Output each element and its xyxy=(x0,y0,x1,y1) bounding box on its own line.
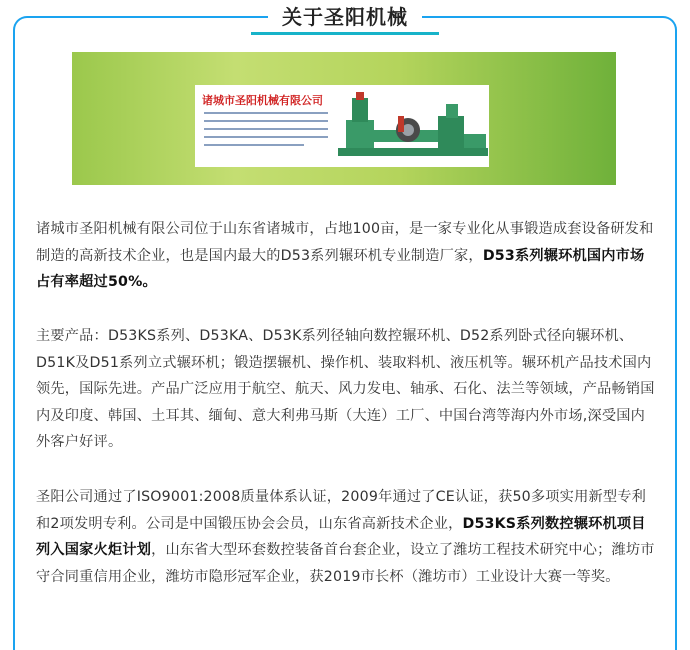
intro-paragraph xyxy=(36,216,656,296)
products-paragraph: 主要产品：D53KS系列、D53KA、D53K系列径轴向数控辗环机、D52系列卧式径向辗环机、D51K及D51系列立式辗环机；锻造摆辗机、操作机、装取料机、液压机等。辗环机产品技术国内领先，国际先进。产品广泛应用于航空、航天、风力发电、轴承、石化、法兰等领域，产品畅销国内及印度、韩国、土耳其、缅甸、意大利弗马斯（大连）工厂、中国台湾等海内外市场,深受国内外客户好评。 xyxy=(36,328,655,450)
title-underline xyxy=(251,32,439,35)
ring-rolling-machine-image xyxy=(338,90,488,164)
banner-company-name: 诸城市圣阳机械有限公司 xyxy=(202,94,323,107)
title-area xyxy=(0,0,690,34)
intro-text: 诸城市圣阳机械有限公司位于山东省诸城市，占地100亩，是一家专业化从事锻造成套设备研发和制造的高新技术企业，也是国内最大的D53系列辗环机专业制造厂家， xyxy=(36,221,654,264)
section-title: 关于圣阳机械 xyxy=(268,0,422,34)
banner-text-line xyxy=(204,128,328,130)
banner-text-line xyxy=(204,144,304,146)
torch-plan-highlight: D53KS系列数控辗环机项目列入国家火炬计划 xyxy=(36,515,646,558)
company-banner-image xyxy=(72,52,616,185)
banner-text-line xyxy=(204,112,328,114)
honors-text: ，山东省大型环套数控装备首台套企业，设立了潍坊工程技术研究中心；潍坊市守合同重信用企业，潍坊市隐形冠军企业，获2019市长杯（潍坊市）工业设计大赛一等奖。 xyxy=(36,542,655,585)
market-share-highlight: D53系列辗环机国内市场占有率超过50%。 xyxy=(36,247,645,290)
certification-text: 圣阳公司通过了ISO9001:2008质量体系认证，2009年通过了CE认证，获50多项实用新型专利和2项发明专利。公司是中国锻压协会会员，山东省高新技术企业， xyxy=(36,489,647,532)
certification-paragraph xyxy=(36,484,656,590)
banner-text-line xyxy=(204,120,328,122)
banner-text-line xyxy=(204,136,328,138)
